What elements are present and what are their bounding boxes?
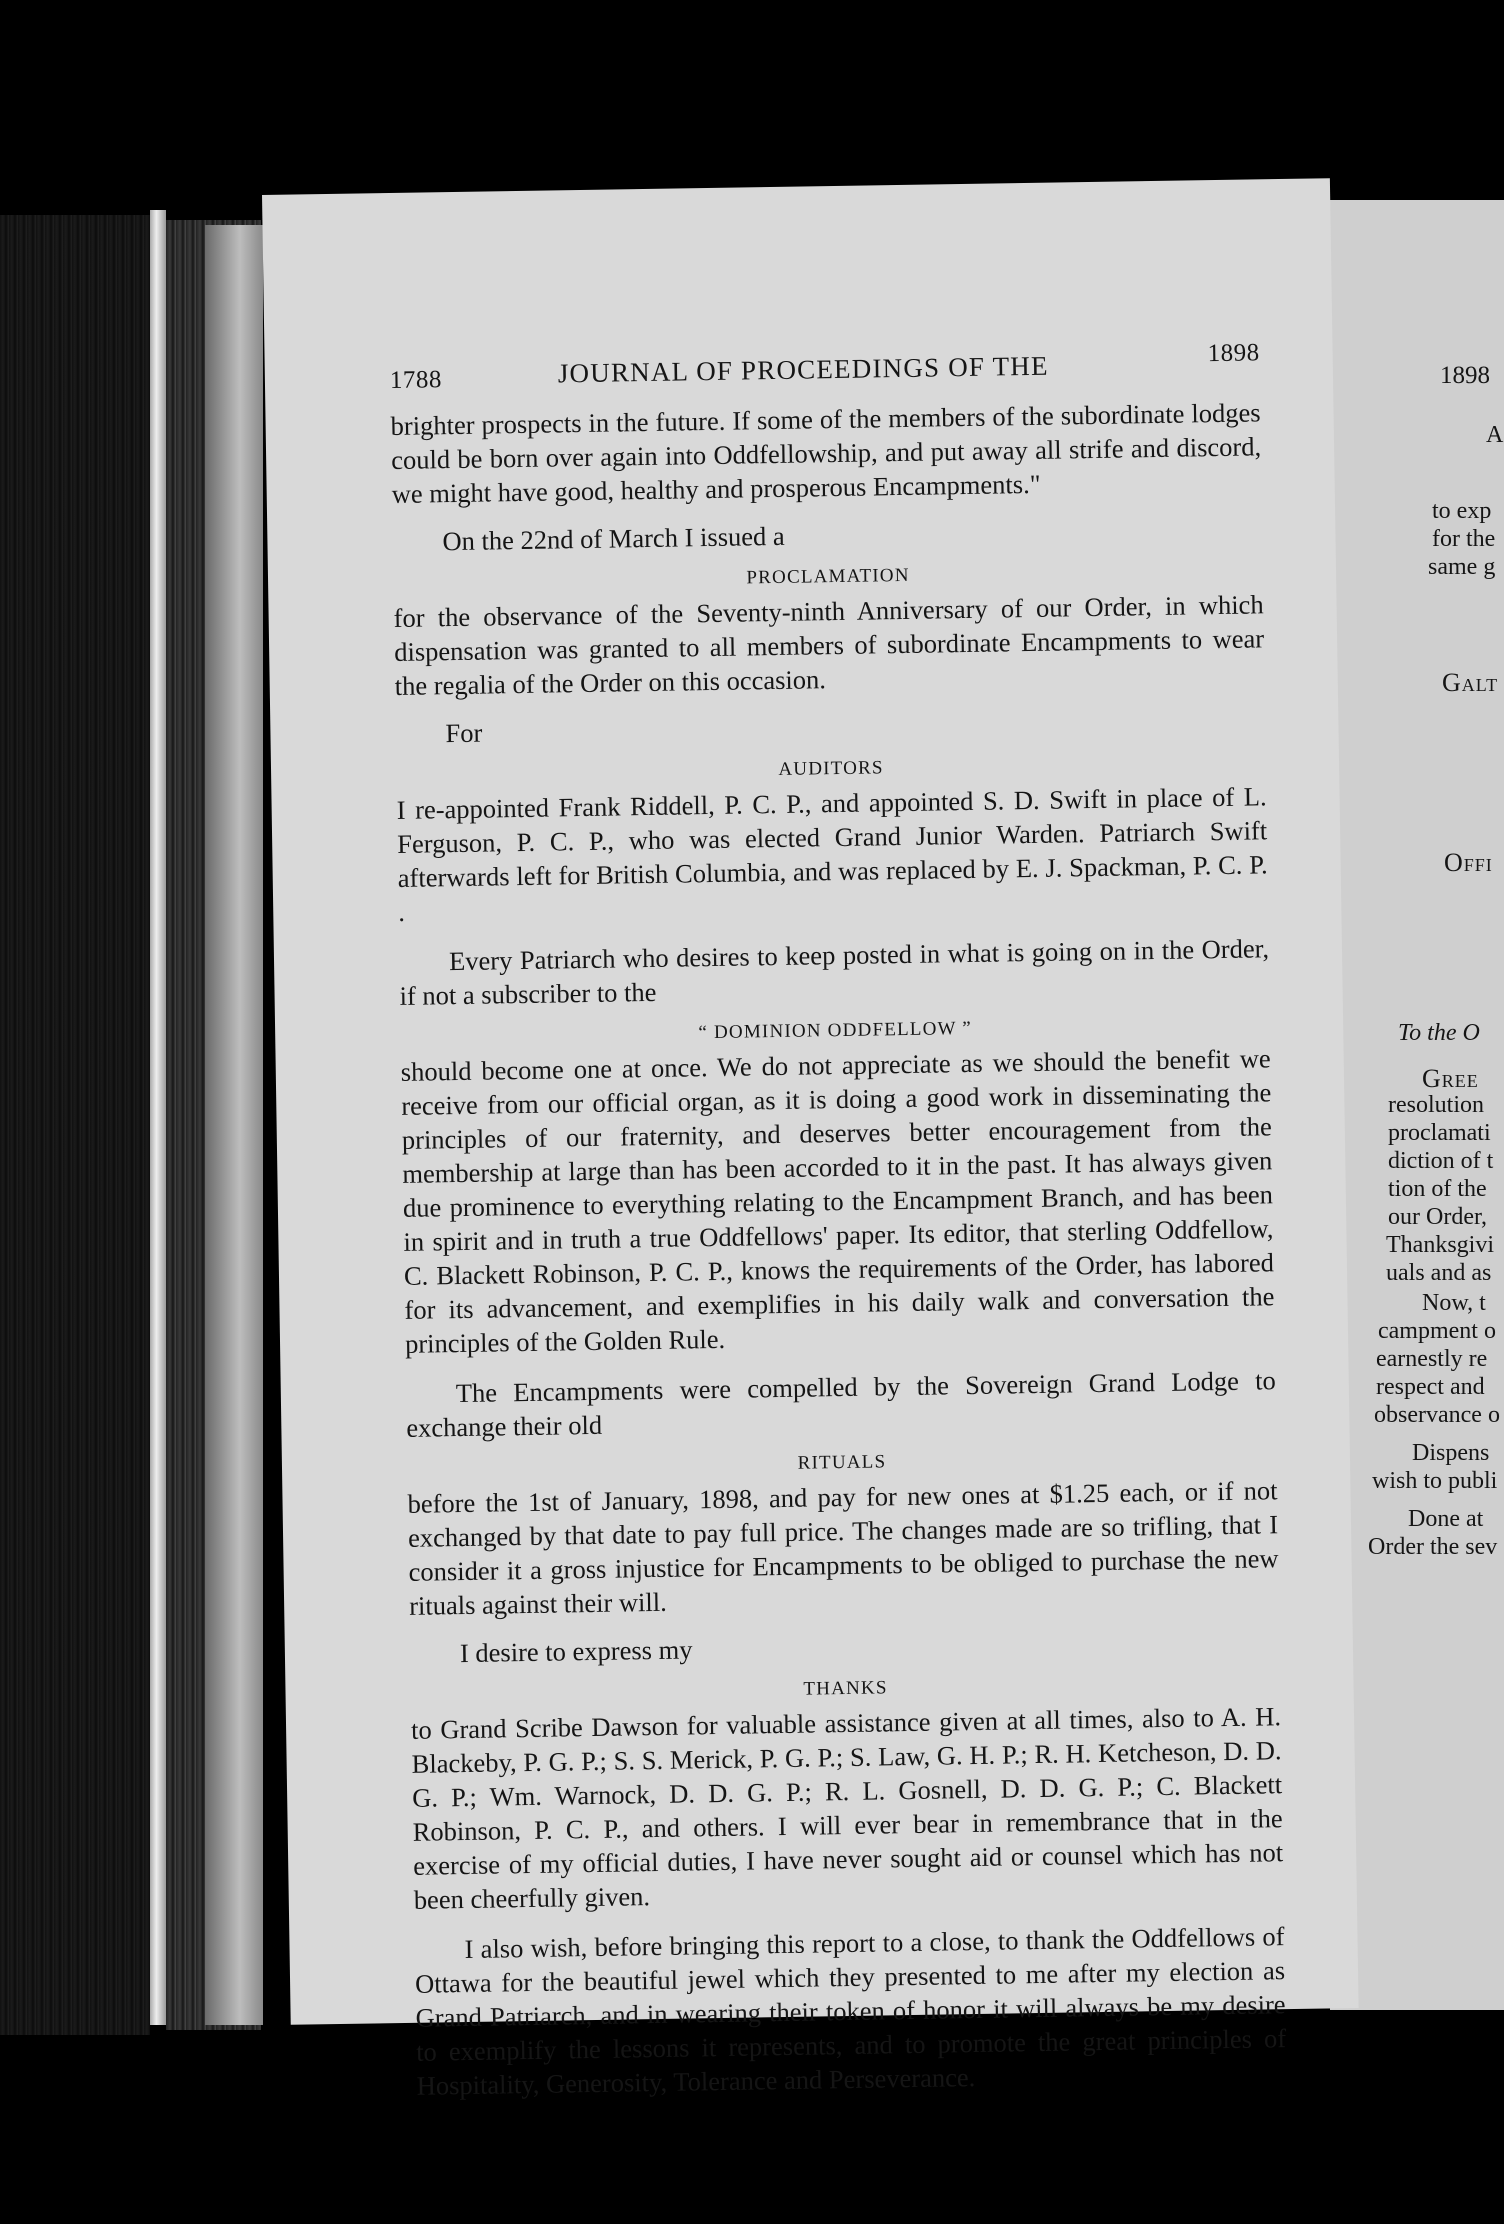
paragraph: brighter prospects in the future. If some of the members of the subordinate lodges could be born over again into Oddfellowship, and put away all strife and discord, we might have good, healthy and prosperous Encampments." bbox=[390, 397, 1262, 509]
page-content bbox=[389, 339, 1286, 2102]
left-page bbox=[262, 178, 1359, 2101]
right-page-fragment: Done at bbox=[1408, 1506, 1484, 1532]
right-page-fragment: diction of t bbox=[1388, 1148, 1494, 1174]
section-heading-thanks: THANKS bbox=[803, 1677, 888, 1700]
section-heading-dominion-oddfellow: “ DOMINION ODDFELLOW ” bbox=[698, 1017, 973, 1044]
right-page-fragment: tion of the bbox=[1388, 1176, 1487, 1202]
right-page-fragment: Order the sev bbox=[1368, 1534, 1498, 1560]
right-page-fragment: earnestly re bbox=[1376, 1346, 1488, 1372]
right-page-fragment: campment o bbox=[1378, 1318, 1496, 1344]
right-page-fragment: To the O bbox=[1398, 1020, 1480, 1046]
right-page-fragment: wish to publi bbox=[1372, 1468, 1498, 1494]
paragraph: The Encampments were compelled by the Sovereign Grand Lodge to exchange their old bbox=[406, 1365, 1276, 1443]
section-heading-auditors: AUDITORS bbox=[778, 757, 884, 780]
right-page-fragment: Now, t bbox=[1422, 1290, 1486, 1316]
right-page-fragment: to exp bbox=[1432, 498, 1492, 524]
paragraph: I also wish, before bringing this report to a close, to thank the Oddfellows of Ottawa for the beautiful jewel which they presented to me after my election as Grand Patriarch, and in wearing their token of honor it will always be my desire to exemplify the lessons it represents, and to promote the great principles of Hospitality, Generosity, Tolerance and Perseverance. bbox=[414, 1921, 1287, 2101]
right-page-fragment: Dispens bbox=[1412, 1440, 1490, 1466]
paragraph: to Grand Scribe Dawson for valuable assistance given at all times, also to A. H. Blackeby, P. G. P.; S. S. Merick, P. G. P.; S. Law, G. H. P.; R. H. Ketcheson, D. D. G. P.; Wm. Warnock, D. D. G. P.; R. L. Gosnell, D. D. G. P.; C. Blackett Robinson, P. C. P., and others. I will ever bear in remembrance that in the exercise of my official duties, I have never sought aid or counsel which has not been cheerfully given. bbox=[410, 1701, 1284, 1915]
section-heading-rituals: RITUALS bbox=[797, 1451, 887, 1474]
right-page-fragment: respect and bbox=[1376, 1374, 1485, 1400]
paragraph: On the 22nd of March I issued a bbox=[442, 520, 785, 557]
right-page-fragment: observance o bbox=[1374, 1402, 1500, 1428]
paragraph: Every Patriarch who desires to keep posted in what is going on in the Order, if not a subscriber to the bbox=[399, 933, 1270, 1011]
book-spine-edge bbox=[150, 210, 166, 2025]
paragraph: I re-appointed Frank Riddell, P. C. P., and appointed S. D. Swift in place of L. Ferguson, P. C. P., who was elected Grand Junior Warden. Patriarch Swift afterwards left for British Columbia, and was replaced by E. J. Spackman, P. C. P. . bbox=[396, 781, 1268, 927]
right-page-fragment: Thanksgivi bbox=[1386, 1232, 1494, 1258]
book-spine bbox=[0, 215, 150, 2035]
section-heading-proclamation: PROCLAMATION bbox=[746, 564, 910, 589]
header-year: 1898 bbox=[1207, 339, 1260, 368]
right-page-fragment: Offi bbox=[1444, 848, 1493, 877]
right-page-fragment: proclamati bbox=[1388, 1120, 1491, 1146]
right-page-fragment: resolution bbox=[1388, 1092, 1484, 1118]
right-page-fragment: our Order, bbox=[1388, 1204, 1487, 1230]
right-page-fragment: same g bbox=[1428, 554, 1496, 580]
page-number: 1788 bbox=[389, 366, 443, 395]
paragraph: should become one at once. We do not appreciate as we should the benefit we receive from our official organ, as it is doing a good work in disseminating the principles of our fraternity, and deserves better encouragement from the membership at large than has been accorded to it in the past. It has always given due prominence to everything relating to the Encampment Branch, and has been in spirit and in truth a true Oddfellows' paper. Its editor, that sterling Oddfellow, C. Blackett Robinson, P. C. P., knows the requirements of the Order, has labored for its advancement, and exemplifies in his daily walk and conversation the principles of the Golden Rule. bbox=[400, 1043, 1275, 1359]
running-title: JOURNAL OF PROCEEDINGS OF THE bbox=[557, 350, 1049, 389]
right-page-fragment: A bbox=[1486, 422, 1504, 448]
right-page-fragment: Galt bbox=[1442, 668, 1499, 697]
right-page-year: 1898 bbox=[1440, 362, 1490, 389]
right-page-fragment: Gree bbox=[1422, 1064, 1479, 1093]
paragraph: before the 1st of January, 1898, and pay for new ones at $1.25 each, or if not exchanged by that date to pay full price. The changes made are so trifling, that I consider it a gross injustice for Encampments to be obliged to purchase the new rituals against their will. bbox=[407, 1475, 1279, 1621]
paragraph: for the observance of the Seventy-ninth Anniversary of our Order, in which dispensation was granted to all members of subordinate Encampments to wear the regalia of the Order on this occasion. bbox=[393, 589, 1265, 701]
right-page-fragment: for the bbox=[1432, 526, 1496, 552]
paragraph: I desire to express my bbox=[459, 1634, 693, 1669]
paragraph: For bbox=[445, 717, 483, 749]
page-fore-edge bbox=[205, 225, 263, 2025]
right-page-fragment: uals and as bbox=[1386, 1260, 1492, 1286]
